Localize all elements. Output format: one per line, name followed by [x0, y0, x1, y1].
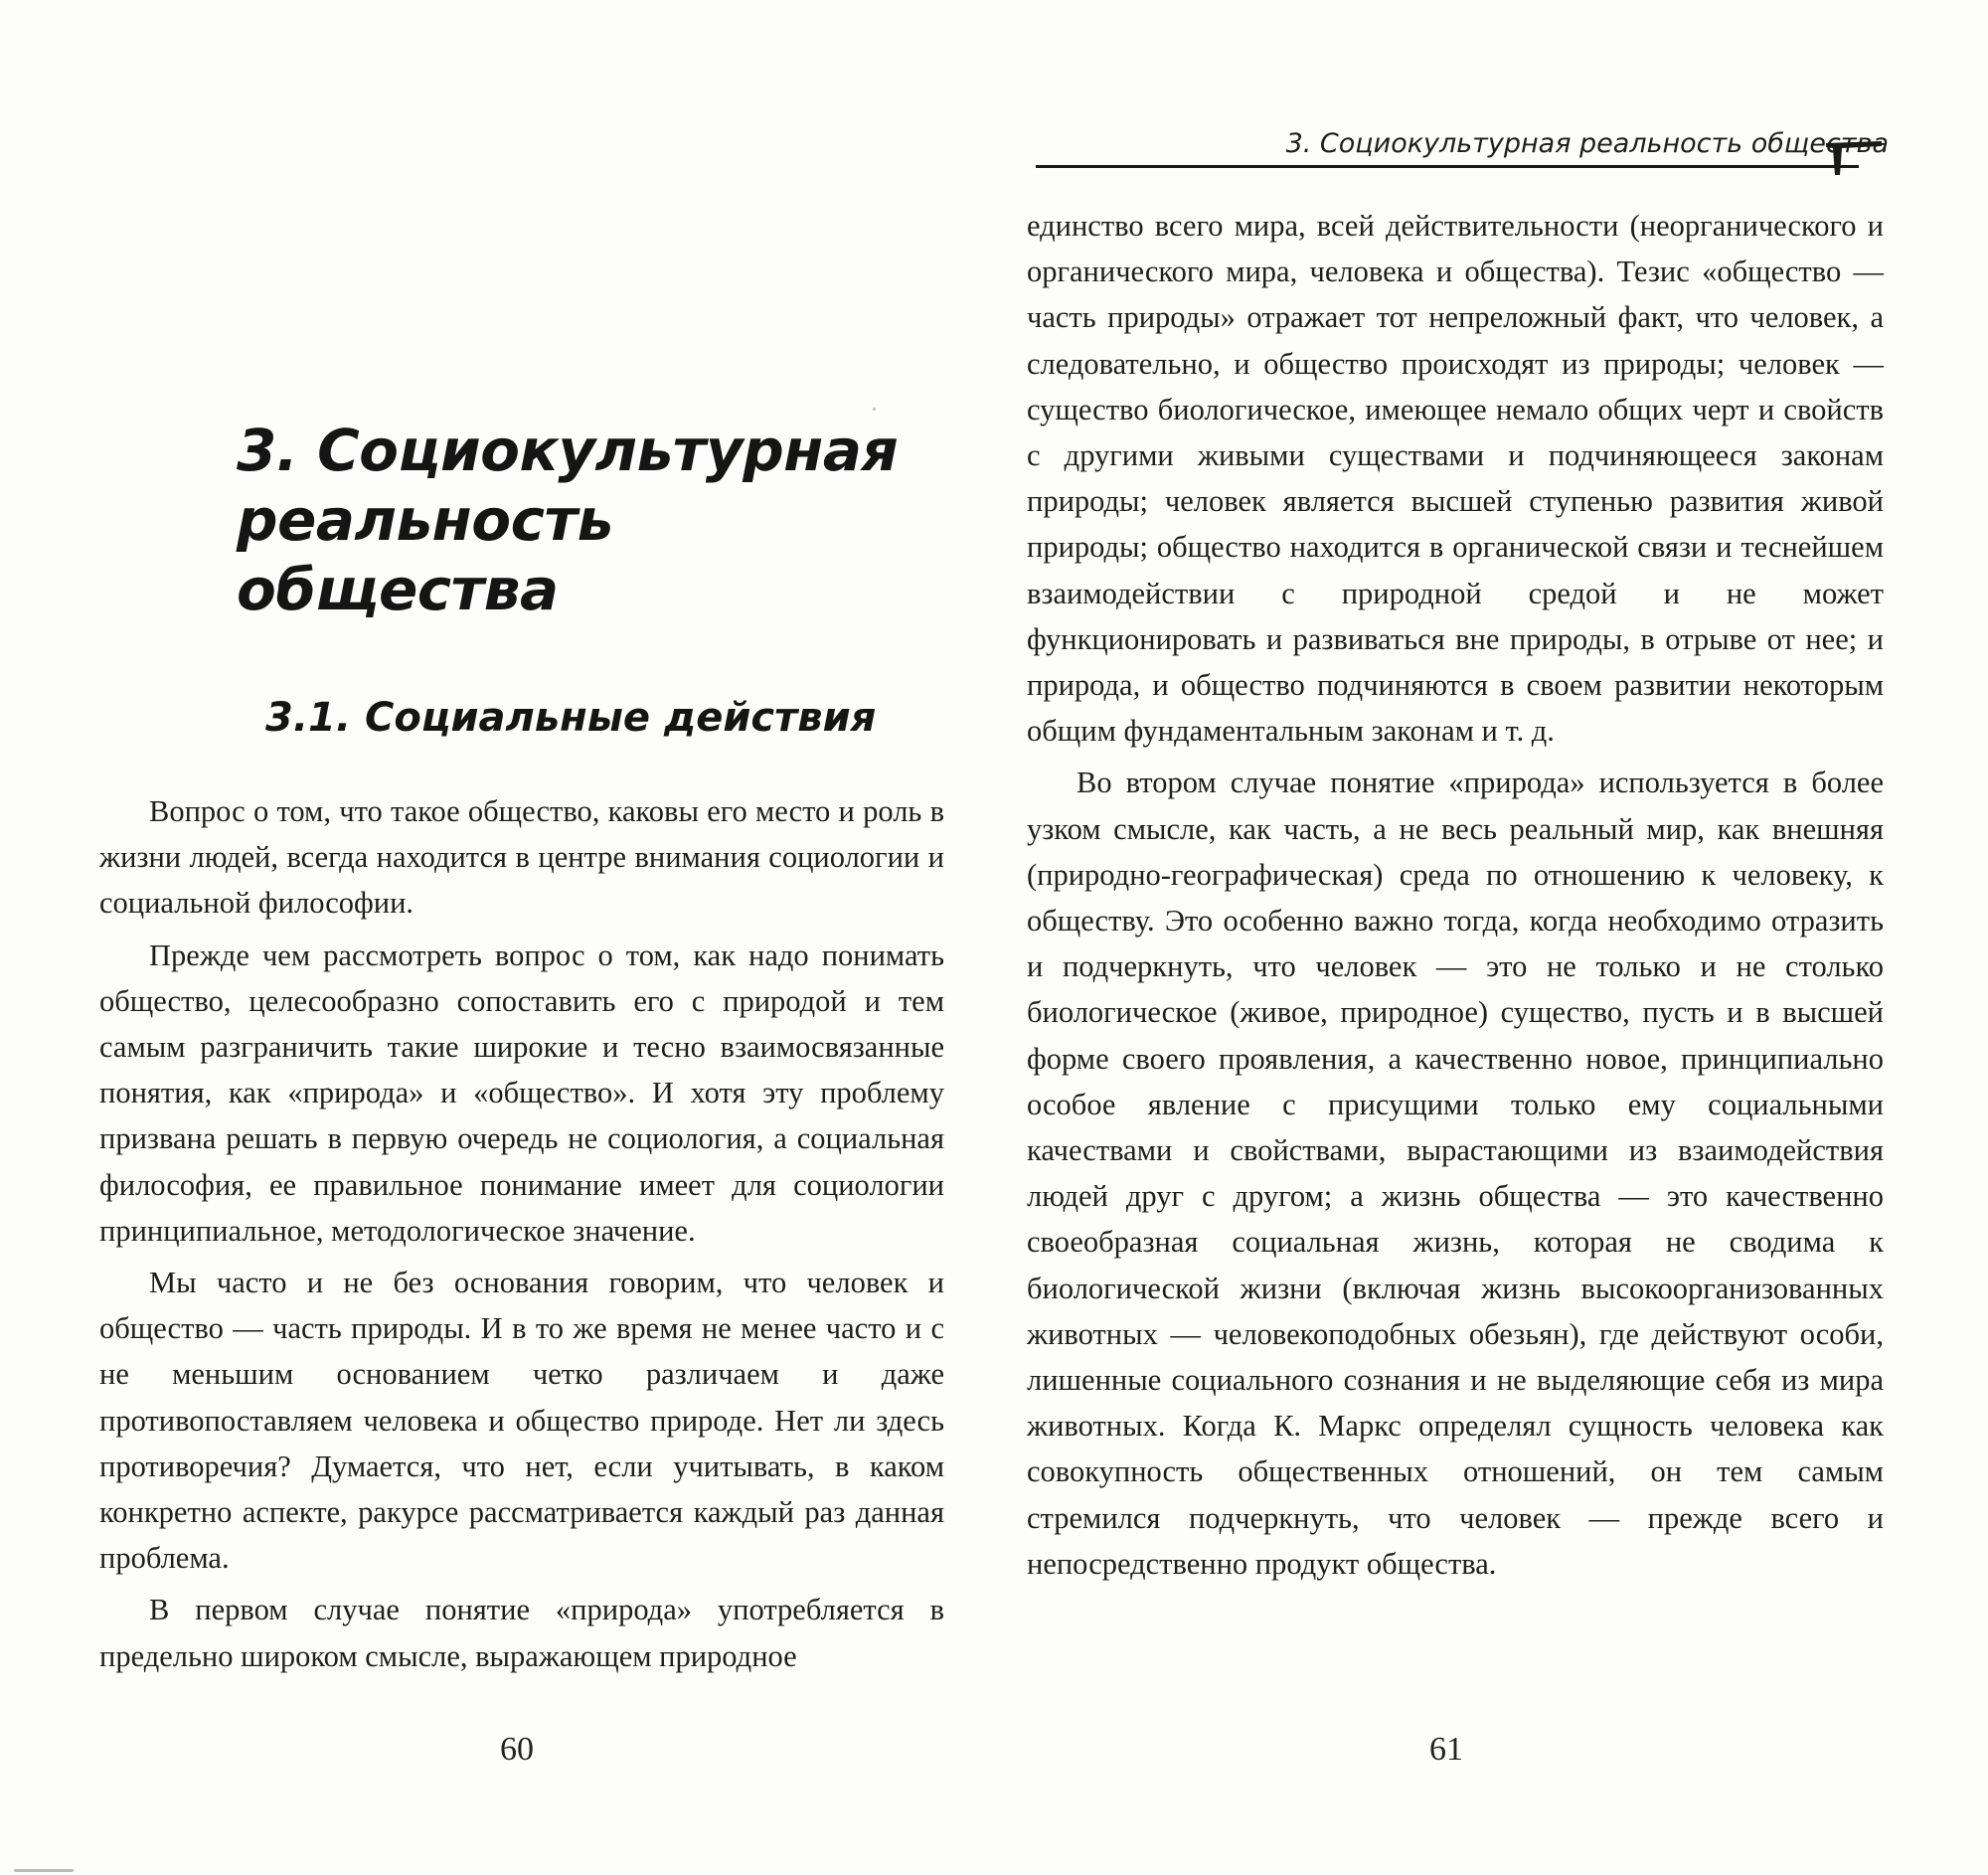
page-number-right: 61: [1429, 1731, 1463, 1768]
chapter-title-line-2: реальность общества: [237, 486, 613, 623]
paragraph: Прежде чем рассмотреть вопрос о том, как надо понимать общество, целесообразно сопоставить его с природой и тем самым разграничить такие широкие и тесно взаимосвязанные понятия, как «природа» и «общество». И хотя эту проблему призвана решать в первую очередь не социология, а социальная философия, ее правильное понимание имеет для социологии принципиальное, методологическое значение.: [99, 938, 944, 1248]
header-corner-ornament: [1824, 139, 1884, 179]
running-header: 3. Социокультурная реальность общества: [1285, 128, 1889, 159]
chapter-title-line-1: 3. Социокультурная: [237, 417, 899, 484]
scan-speck: [14, 1869, 74, 1872]
paragraph: Вопрос о том, что такое общество, каковы его место и роль в жизни людей, всегда находится в центре внимания социологии и социальной философии.: [99, 794, 944, 921]
right-page: [994, 0, 1988, 1875]
paragraph: Во втором случае понятие «природа» используется в более узком смысле, как часть, а не весь реальный мир, как внешняя (природно-географическая) среда по отношению к человеку, к обществу. Это особенно важно тогда, когда необходимо отразить и подчеркнуть, что человек — это не только и не столько биологическое (живое, природное) существо, пусть и в высшей форме своего проявления, а качественно новое, принципиально особое явление с присущими только ему социальными качествами и свойствами, вырастающими из взаимодействия людей друг с другом; а жизнь общества — это качественно своеобразная социальная жизнь, которая не сводима к биологической жизни (включая жизнь высокоорганизованных животных — человекоподобных обезьян), где действуют особи, лишенные социального сознания и не выделяющие себя из мира животных. Когда К. Маркс определял сущность человека как совокупность общественных отношений, он тем самым стремился подчеркнуть, что человек — прежде всего и непосредственно продукт общества.: [1027, 766, 1884, 1581]
right-page-body: [1027, 203, 1884, 1587]
scan-speck: [873, 408, 876, 411]
section-title: 3.1. Социальные действия: [265, 695, 877, 741]
header-rule: [1036, 165, 1859, 168]
page-number-left: 60: [500, 1731, 534, 1768]
paragraph: единство всего мира, всей действительности (неорганического и органического мира, человека и общества). Тезис «общество — часть природы» отражает тот непреложный факт, что человек, а следовательно, и общество происходят из природы; человек — существо биологическое, имеющее немало общих черт и свойств с другими живыми существами и подчиняющееся законам природы; человек является высшей ступенью развития живой природы; общество находится в органической связи и теснейшем взаимодействии с природной средой и не может функционировать и развиваться вне природы, в отрыве от нее; и природа, и общество подчиняются в своем развитии некоторым общим фундаментальным законам и т. д.: [1027, 209, 1884, 749]
left-page-body: [99, 788, 944, 1679]
paragraph: В первом случае понятие «природа» употребляется в предельно широком смысле, выражающем природное: [99, 1593, 944, 1673]
paragraph: Мы часто и не без основания говорим, что человек и общество — часть природы. И в то же время не менее часто и с не меньшим основанием четко различаем и даже противопоставляем человека и общество природе. Нет ли здесь противоречия? Думается, что нет, если учитывать, в каком конкретно аспекте, ракурсе рассматривается каждый раз данная проблема.: [99, 1266, 944, 1576]
chapter-title: [237, 416, 932, 624]
